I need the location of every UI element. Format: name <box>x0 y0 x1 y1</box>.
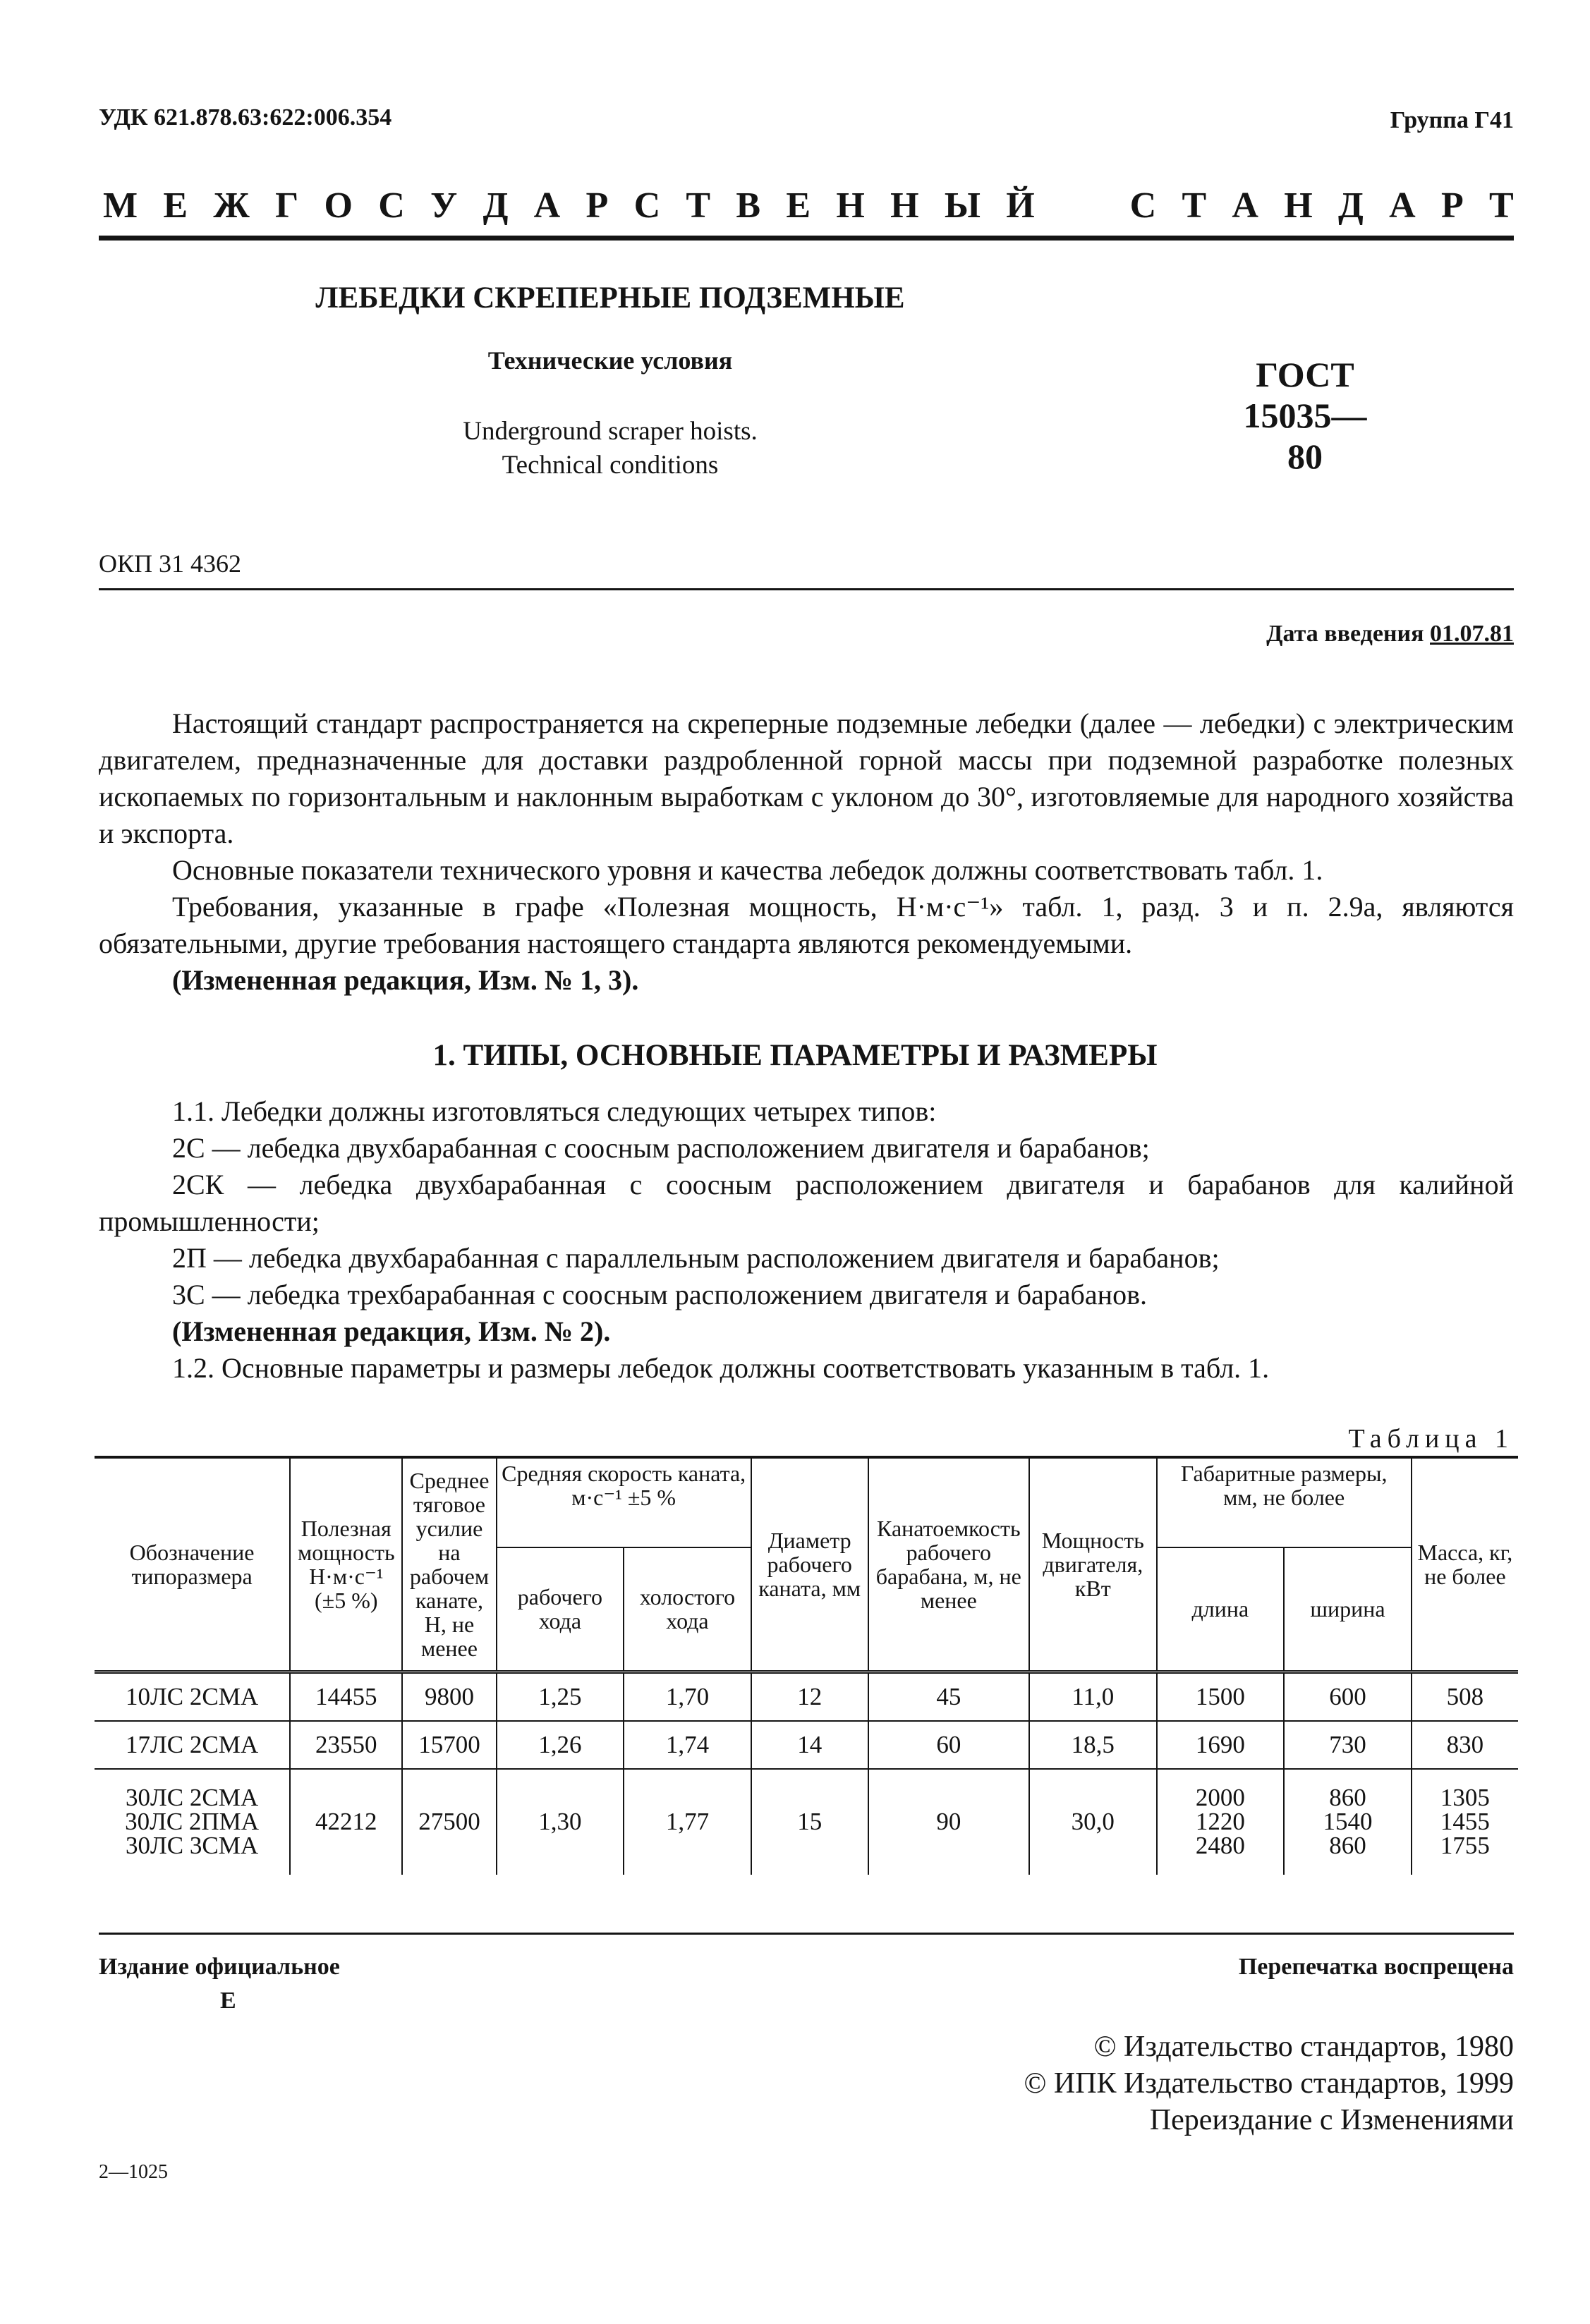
cell-force: 27500 <box>402 1769 496 1875</box>
banner-letter: С <box>1129 185 1157 226</box>
banner-letter: У <box>430 185 458 226</box>
udc-code: УДК 621.878.63:622:006.354 <box>99 104 392 130</box>
header-width: ширина <box>1284 1547 1412 1672</box>
copyright-block <box>1024 2028 1514 2139</box>
cell-force: 15700 <box>402 1721 496 1769</box>
amendment-note: (Измененная редакция, Изм. № 1, 3). <box>172 964 639 996</box>
table-row <box>95 1721 1518 1769</box>
cell-width <box>1284 1769 1412 1875</box>
banner-letter <box>1095 185 1104 226</box>
republication-note: Переиздание с Изменениями <box>1149 2104 1514 2136</box>
designation-line: 30ЛС 2СМА <box>126 1784 259 1811</box>
banner-letter: А <box>1232 185 1258 226</box>
banner-letter: Т <box>686 185 711 226</box>
table-caption: Таблица 1 <box>1348 1424 1514 1454</box>
mass-value: 1755 <box>1440 1832 1490 1859</box>
length-value: 2480 <box>1195 1832 1245 1859</box>
banner-letter <box>1060 185 1069 226</box>
cell-diameter: 12 <box>751 1672 868 1721</box>
header-speed-work: рабочего хода <box>497 1547 624 1672</box>
length-value: 1220 <box>1195 1808 1245 1835</box>
type-item: 2П — лебедка двухбарабанная с параллельным расположением двигателя и барабанов; <box>172 1242 1220 1274</box>
cell-diameter: 14 <box>751 1721 868 1769</box>
header-power: Полезная мощность Н·м·с⁻¹ (±5 %) <box>290 1457 402 1672</box>
mass-value: 1455 <box>1440 1808 1490 1835</box>
cell-capacity: 90 <box>868 1769 1029 1875</box>
english-title <box>0 415 1220 482</box>
cell-width: 730 <box>1284 1721 1412 1769</box>
print-code: 2—1025 <box>99 2161 168 2183</box>
gost-number <box>1227 354 1383 477</box>
english-title-line-2: Technical conditions <box>502 451 719 480</box>
official-edition: Издание официальное <box>99 1954 340 1980</box>
copyright-line: © ИПК Издательство стандартов, 1999 <box>1024 2067 1514 2100</box>
banner-letter: А <box>533 185 561 226</box>
cell-speed-idle: 1,77 <box>624 1769 751 1875</box>
cell-power: 42212 <box>290 1769 402 1875</box>
date-label: Дата введения <box>1266 621 1430 647</box>
date-value: 01.07.81 <box>1430 621 1514 647</box>
designation-line: 30ЛС 3СМА <box>126 1832 259 1859</box>
cell-length <box>1157 1769 1285 1875</box>
cell-diameter: 15 <box>751 1769 868 1875</box>
cell-mass: 830 <box>1412 1721 1518 1769</box>
header-motor: Мощность двигателя, кВт <box>1029 1457 1157 1672</box>
banner-letter: М <box>103 185 138 226</box>
cell-mass <box>1412 1769 1518 1875</box>
type-item: 2СК — лебедка двухбарабанная с соосным расположением двигателя и барабанов для калийной промышленности; <box>99 1169 1514 1237</box>
width-value: 860 <box>1329 1784 1366 1811</box>
document-title: ЛЕБЕДКИ СКРЕПЕРНЫЕ ПОДЗЕМНЫЕ <box>315 281 905 315</box>
mass-value: 1305 <box>1440 1784 1490 1811</box>
clause: 1.2. Основные параметры и размеры лебедок должны соответствовать указанным в табл. 1. <box>172 1352 1270 1384</box>
type-item: 2С — лебедка двухбарабанная с соосным расположением двигателя и барабанов; <box>172 1132 1150 1164</box>
header-mass: Масса, кг, не более <box>1412 1457 1518 1672</box>
group-code: Группа Г41 <box>1390 107 1514 133</box>
banner-letter: Т <box>1182 185 1207 226</box>
banner-letter: А <box>1389 185 1416 226</box>
intro-paragraph: Настоящий стандарт распространяется на скреперные подземные лебедки (далее — лебедки) с электрическим двигателем, предназначенные для доставки раздробленной горной массы при подземной разработке полезных ископаемых по горизонтальным и наклонным выработкам с уклоном до 30°, изготовляемые для народного хозяйства и экспорта. <box>99 707 1514 849</box>
width-value: 860 <box>1329 1832 1366 1859</box>
cell-speed-work: 1,30 <box>497 1769 624 1875</box>
designation-line: 30ЛС 2ПМА <box>125 1808 260 1835</box>
cell-motor: 18,5 <box>1029 1721 1157 1769</box>
introduction-date <box>1266 621 1514 647</box>
copyright-line: © Издательство стандартов, 1980 <box>1093 2031 1514 2063</box>
cell-mass: 508 <box>1412 1672 1518 1721</box>
banner-letter: Д <box>1338 185 1364 226</box>
amendment-note: (Измененная редакция, Изм. № 2). <box>172 1315 611 1347</box>
header-force: Среднее тяговое усилие на рабочем канате, Н, не менее <box>402 1457 496 1672</box>
banner-letter: Е <box>786 185 811 226</box>
cell-designation: 17ЛС 2СМА <box>95 1721 290 1769</box>
header-designation: Обозначение типоразмера <box>95 1457 290 1672</box>
cell-speed-work: 1,26 <box>497 1721 624 1769</box>
parameters-table <box>95 1456 1518 1875</box>
intro-paragraph: Основные показатели технического уровня и качества лебедок должны соответствовать табл. 1. <box>172 854 1323 886</box>
type-item: 3С — лебедка трехбарабанная с соосным расположением двигателя и барабанов. <box>172 1279 1147 1310</box>
intro-paragraph: Требования, указанные в графе «Полезная мощность, Н·м·с⁻¹» табл. 1, разд. 3 и п. 2.9а, являются обязательными, другие требования настоящего стандарта являются рекомендуемыми. <box>99 891 1514 959</box>
section-heading: 1. ТИПЫ, ОСНОВНЫЕ ПАРАМЕТРЫ И РАЗМЕРЫ <box>432 1039 1158 1072</box>
length-value: 2000 <box>1195 1784 1245 1811</box>
cell-capacity: 45 <box>868 1672 1029 1721</box>
banner-letter: Н <box>1284 185 1313 226</box>
banner-letter: Ж <box>213 185 250 226</box>
banner-letter: Й <box>1006 185 1035 226</box>
banner-letter: Т <box>1489 185 1514 226</box>
english-title-line-1: Underground scraper hoists. <box>463 417 758 446</box>
footer-rule <box>99 1933 1514 1935</box>
banner-letter: Р <box>585 185 609 226</box>
table-row <box>95 1769 1518 1875</box>
section-1-text <box>99 1093 1514 1387</box>
header-capacity: Канатоемкость рабочего барабана, м, не менее <box>868 1457 1029 1672</box>
cell-length: 1500 <box>1157 1672 1285 1721</box>
cell-speed-idle: 1,74 <box>624 1721 751 1769</box>
header-length: длина <box>1157 1547 1285 1672</box>
banner-letter: Н <box>890 185 919 226</box>
banner-letter: Е <box>163 185 188 226</box>
intro-text <box>99 705 1514 999</box>
edition-mark: Е <box>220 1988 236 2014</box>
cell-motor: 11,0 <box>1029 1672 1157 1721</box>
banner-letter: С <box>633 185 661 226</box>
cell-width: 600 <box>1284 1672 1412 1721</box>
header-speed: Средняя скорость каната, м·с⁻¹ ±5 % <box>497 1457 751 1547</box>
banner-letter: Ы <box>944 185 981 226</box>
header-dimensions: Габаритные размеры, мм, не более <box>1157 1457 1412 1547</box>
banner-letter: Д <box>483 185 509 226</box>
cell-force: 9800 <box>402 1672 496 1721</box>
document-subtitle: Технические условия <box>487 346 733 375</box>
cell-motor: 30,0 <box>1029 1769 1157 1875</box>
okp-rule <box>99 588 1514 590</box>
reprint-prohibited: Перепечатка воспрещена <box>1238 1954 1514 1980</box>
cell-designation <box>95 1769 290 1875</box>
banner-letter: Р <box>1440 185 1464 226</box>
gost-code: 15035—80 <box>1243 396 1367 476</box>
header-speed-idle: холостого хода <box>624 1547 751 1672</box>
cell-power: 23550 <box>290 1721 402 1769</box>
okp-code: ОКП 31 4362 <box>99 549 242 578</box>
banner-letter: О <box>324 185 353 226</box>
header-diameter: Диаметр рабочего каната, мм <box>751 1457 868 1672</box>
cell-speed-idle: 1,70 <box>624 1672 751 1721</box>
width-value: 1540 <box>1323 1808 1373 1835</box>
cell-designation: 10ЛС 2СМА <box>95 1672 290 1721</box>
clause: 1.1. Лебедки должны изготовляться следующих четырех типов: <box>172 1095 937 1127</box>
table-row <box>95 1672 1518 1721</box>
cell-speed-work: 1,25 <box>497 1672 624 1721</box>
cell-power: 14455 <box>290 1672 402 1721</box>
banner-letter: Г <box>275 185 299 226</box>
interstate-standard-banner <box>103 185 1514 226</box>
cell-length: 1690 <box>1157 1721 1285 1769</box>
header-rule <box>99 236 1514 241</box>
gost-label: ГОСТ <box>1256 355 1354 394</box>
banner-letter: С <box>378 185 405 226</box>
banner-letter: В <box>736 185 761 226</box>
banner-letter: Н <box>836 185 865 226</box>
cell-capacity: 60 <box>868 1721 1029 1769</box>
